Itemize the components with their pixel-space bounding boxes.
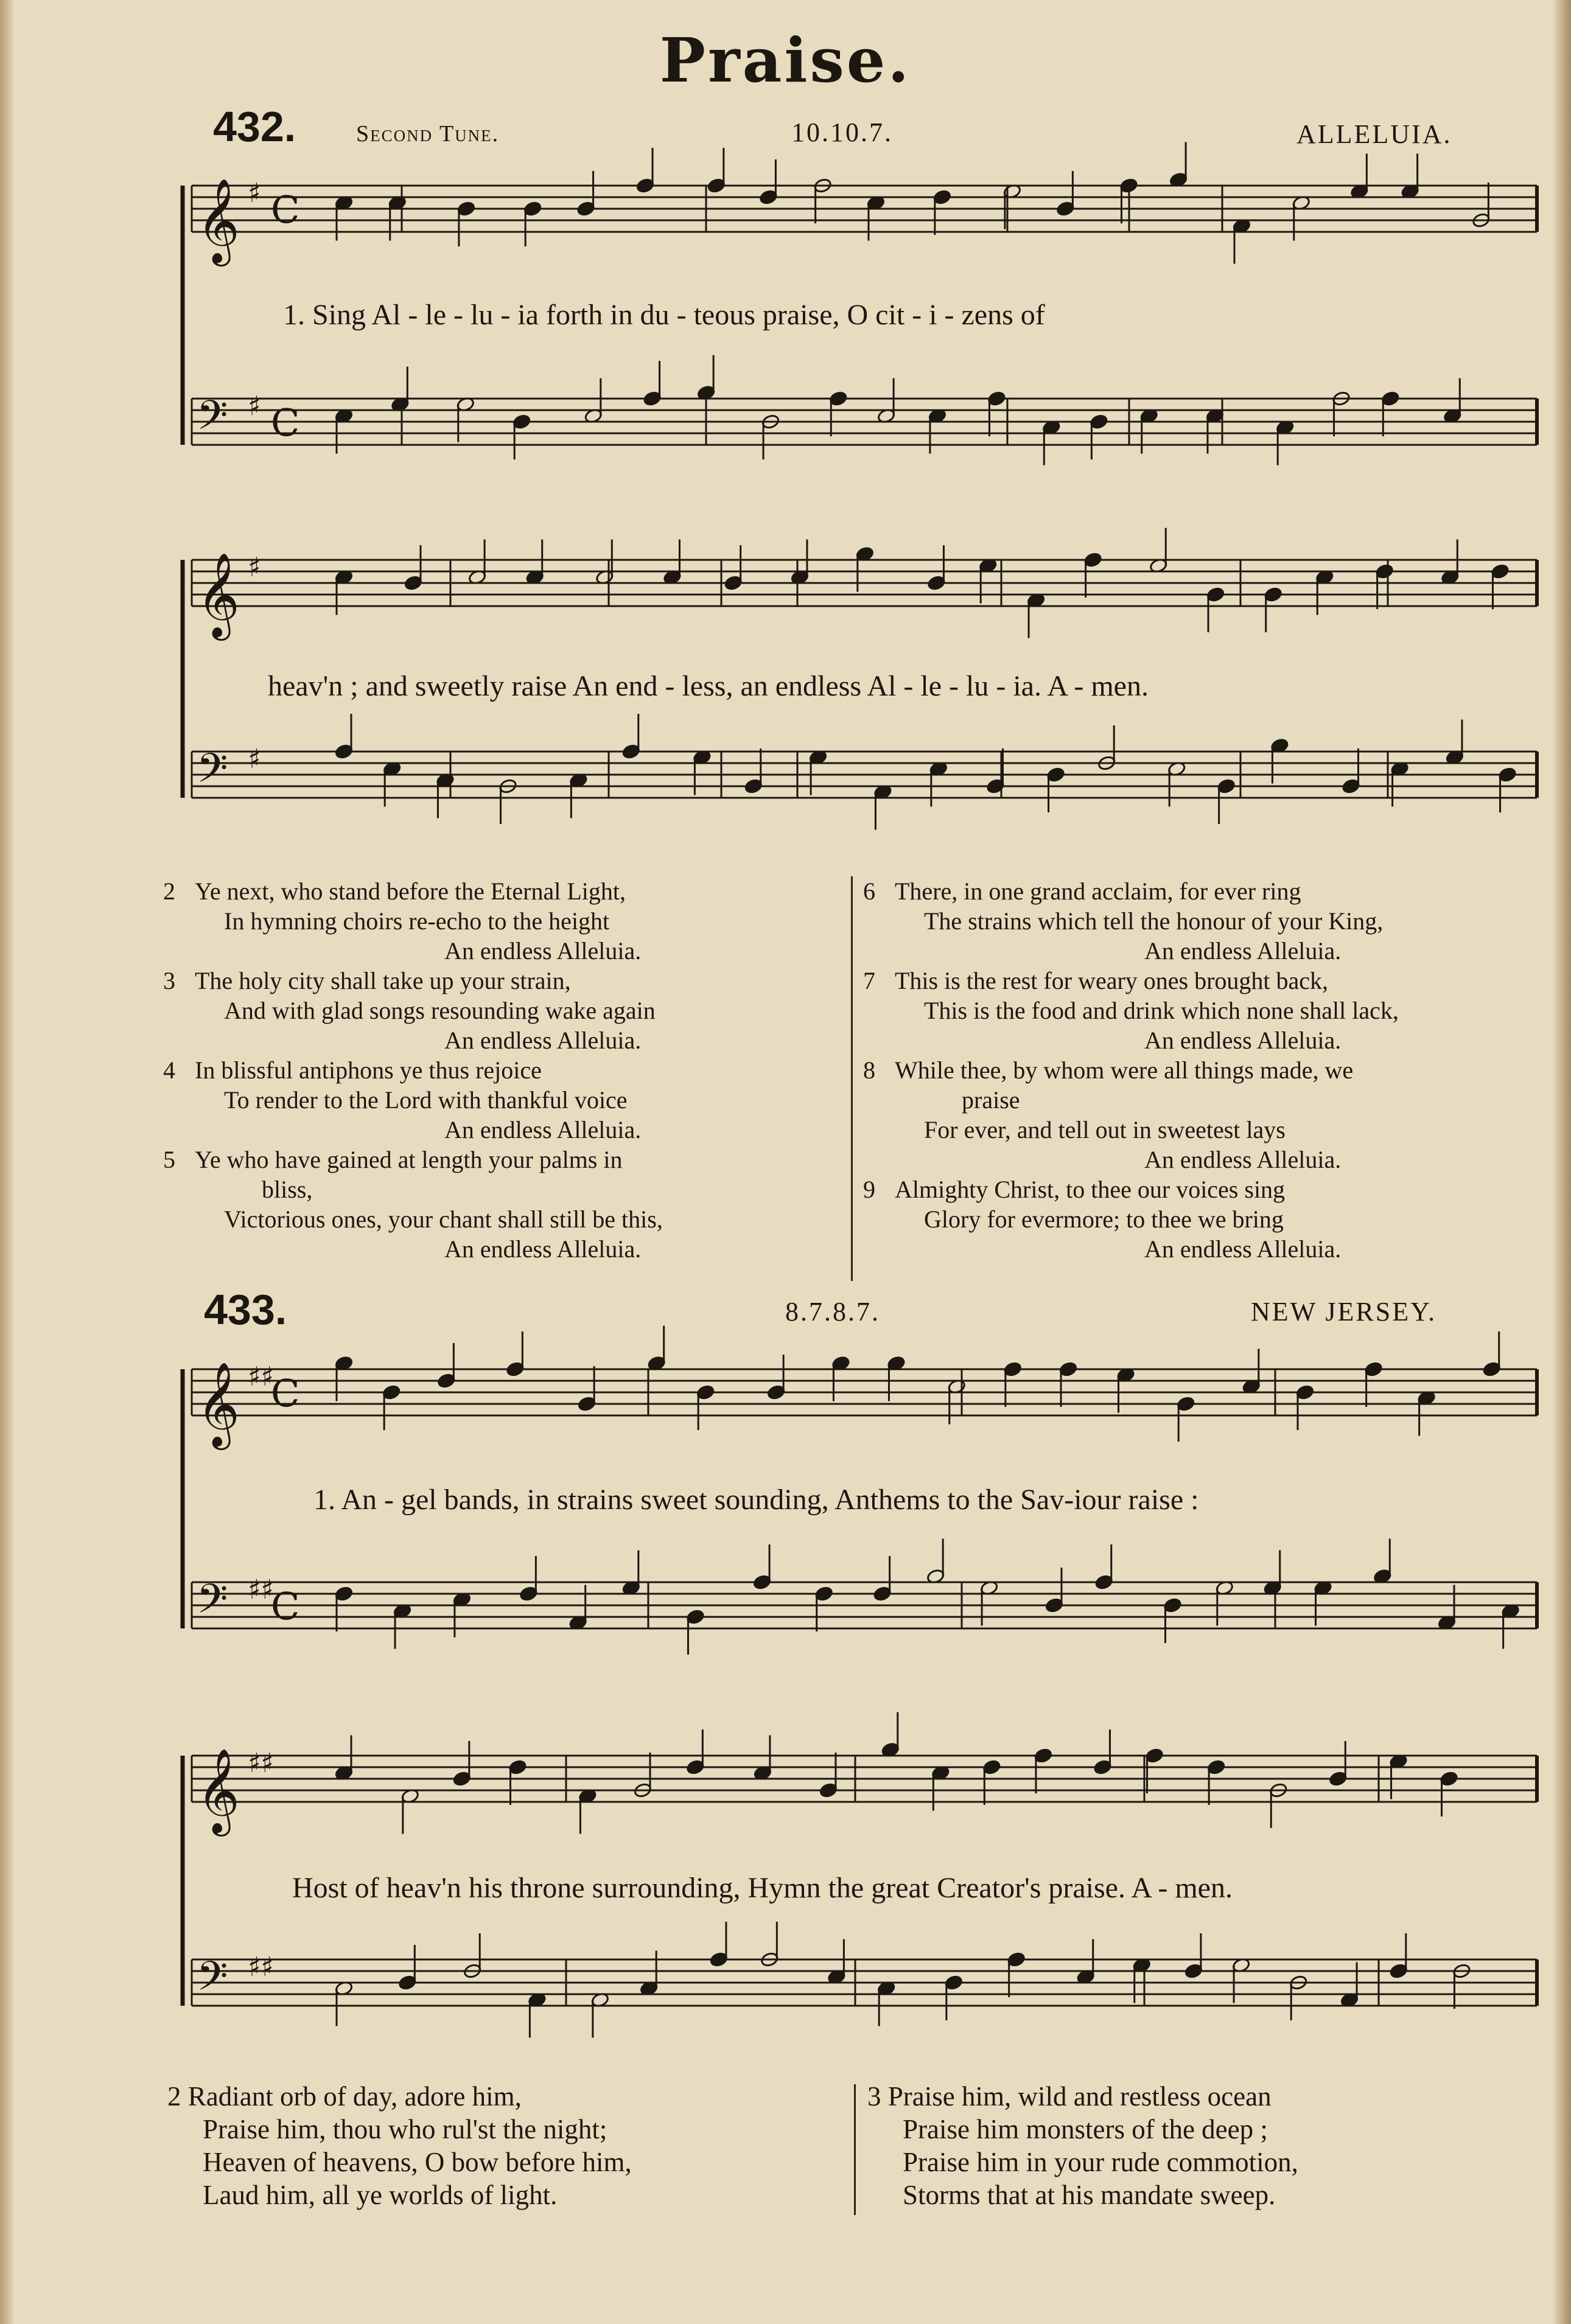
verse-number: 9 [863, 1176, 875, 1203]
verse-line: praise [962, 1086, 1020, 1114]
hymn-433-number: 433. [204, 1286, 287, 1333]
treble-clef: 𝄞 [197, 178, 240, 263]
time-signature: C [271, 1584, 300, 1628]
verse-line: An endless Alleluia. [1144, 1146, 1342, 1173]
bass-clef: 𝄢 [197, 745, 228, 801]
verse-line: Ye who have gained at length your palms in [195, 1146, 623, 1173]
bass-clef: 𝄢 [197, 392, 228, 448]
verse-line: This is the rest for weary ones brought back, [895, 967, 1329, 994]
verse-line: Almighty Christ, to thee our voices sing [895, 1176, 1286, 1203]
verse-line: Heaven of heavens, O bow before him, [203, 2147, 632, 2177]
verse-number: 5 [163, 1146, 175, 1173]
verse-line: While thee, by whom were all things made, we [895, 1056, 1354, 1084]
verse-line: An endless Alleluia. [1144, 1235, 1342, 1263]
verse-line: The strains which tell the honour of your King, [924, 907, 1384, 935]
verse-line: An endless Alleluia. [1144, 1027, 1342, 1054]
verse-line: Praise him monsters of the deep ; [903, 2114, 1268, 2144]
hymn-432-lyrics-line-2: heav'n ; and sweetly raise An end - less, an endless Al - le - lu - ia. A - men. [268, 670, 1149, 702]
verse-number: 8 [863, 1056, 875, 1084]
hymn-433-tune: NEW JERSEY. [1251, 1297, 1437, 1327]
verse-number: 3 [163, 967, 175, 994]
verse-line: In blissful antiphons ye thus rejoice [195, 1056, 542, 1084]
verse-line: There, in one grand acclaim, for ever ring [895, 878, 1301, 905]
staff [192, 1582, 1537, 1628]
verse-line: 2 Radiant orb of day, adore him, [167, 2081, 522, 2112]
key-signature: ♯♯ [248, 1361, 274, 1392]
time-signature: C [271, 187, 300, 232]
treble-clef: 𝄞 [197, 1362, 240, 1446]
verse-line: The holy city shall take up your strain, [195, 967, 571, 994]
treble-clef: 𝄞 [197, 1748, 240, 1833]
verse-number: 2 [163, 878, 175, 905]
staff [192, 560, 1537, 606]
verse-line: Laud him, all ye worlds of light. [203, 2180, 558, 2210]
verse-line: Storms that at his mandate sweep. [903, 2180, 1276, 2210]
verse-line: For ever, and tell out in sweetest lays [924, 1116, 1286, 1143]
bass-clef: 𝄢 [197, 1576, 228, 1632]
hymn-433-lyrics-line-1: 1. An - gel bands, in strains sweet sounding, Anthems to the Sav-iour raise : [313, 1484, 1199, 1516]
key-signature: ♯ [248, 391, 261, 422]
verse-line: In hymning choirs re-echo to the height [224, 907, 610, 935]
verse-line: Ye next, who stand before the Eternal Light, [195, 878, 626, 905]
page-title: Praise. [659, 24, 912, 96]
key-signature: ♯ [248, 552, 261, 583]
bass-clef: 𝄢 [197, 1953, 228, 2009]
verse-line: An endless Alleluia. [444, 1235, 642, 1263]
hymn-433-meter: 8.7.8.7. [785, 1297, 880, 1327]
hymn-433-lyrics-line-2: Host of heav'n his throne surrounding, Hymn the great Creator's praise. A - men. [292, 1872, 1233, 1904]
key-signature: ♯♯ [248, 1952, 274, 1983]
key-signature: ♯♯ [248, 1574, 274, 1605]
verse-line: An endless Alleluia. [1144, 937, 1342, 965]
verse-number: 4 [163, 1056, 175, 1084]
hymn-432-lyrics-line-1: 1. Sing Al - le - lu - ia forth in du - teous praise, O cit - i - zens of [283, 299, 1045, 331]
verse-line: This is the food and drink which none shall lack, [924, 997, 1399, 1024]
verse-line: Glory for evermore; to thee we bring [924, 1206, 1284, 1233]
verse-line: Victorious ones, your chant shall still be this, [224, 1206, 663, 1233]
verse-number: 6 [863, 878, 875, 905]
time-signature: C [271, 1371, 300, 1415]
verse-line: 3 Praise him, wild and restless ocean [867, 2081, 1272, 2112]
time-signature: C [271, 400, 300, 445]
verse-line: To render to the Lord with thankful voice [224, 1086, 628, 1114]
treble-clef: 𝄞 [197, 553, 240, 637]
hymn-432-tune: ALLELUIA. [1296, 119, 1452, 149]
hymn-432-subtitle: Second Tune. [356, 121, 500, 147]
verse-line: An endless Alleluia. [444, 1116, 642, 1143]
key-signature: ♯ [248, 744, 261, 775]
staff [192, 1959, 1537, 2006]
verse-line: And with glad songs resounding wake again [224, 997, 656, 1024]
key-signature: ♯♯ [248, 1748, 274, 1779]
verse-line: bliss, [262, 1176, 313, 1203]
key-signature: ♯ [248, 178, 261, 209]
verse-line: An endless Alleluia. [444, 1027, 642, 1054]
verse-line: Praise him in your rude commotion, [903, 2147, 1298, 2177]
hymn-432-number: 432. [213, 103, 296, 150]
verse-line: Praise him, thou who rul'st the night; [203, 2114, 607, 2144]
verse-number: 7 [863, 967, 875, 994]
hymn-432-meter: 10.10.7. [791, 117, 893, 147]
verse-line: An endless Alleluia. [444, 937, 642, 965]
